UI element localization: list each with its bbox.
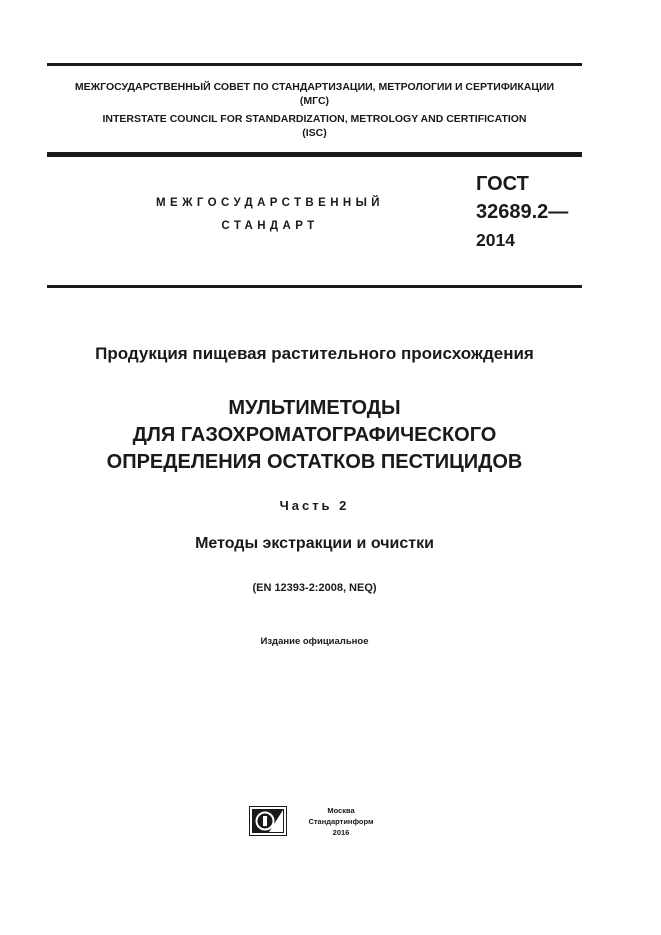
edition-note: Издание официальное — [260, 636, 369, 647]
en-reference: (EN 12393-2:2008, NEQ) — [252, 582, 377, 594]
subtitle: Методы экстракции и очистки — [195, 535, 434, 552]
council-ru-line1: МЕЖГОСУДАРСТВЕННЫЙ СОВЕТ ПО СТАНДАРТИЗАЦИИ, МЕТРОЛОГИИ И СЕРТИФИКАЦИИ — [74, 81, 555, 93]
gost-designation — [476, 170, 568, 254]
part-number: Часть 2 — [279, 498, 350, 513]
gost-year: 2014 — [476, 230, 515, 250]
main-title — [47, 395, 582, 476]
publisher-year: 2016 — [332, 828, 350, 837]
standard-type-line1: МЕЖГОСУДАРСТВЕННЫЙ — [156, 197, 384, 209]
gost-label: ГОСТ — [476, 173, 529, 195]
publisher-city: Москва — [327, 806, 355, 815]
gost-number: 32689.2— — [476, 201, 569, 223]
council-name-ru — [47, 80, 582, 108]
council-ru-abbr: (МГС) — [299, 95, 330, 107]
designation-divider — [47, 285, 582, 288]
publisher-info — [296, 805, 386, 838]
standard-type-line2: СТАНДАРТ — [221, 220, 319, 232]
council-en-abbr: (ISC) — [302, 127, 327, 139]
main-title-line1: МУЛЬТИМЕТОДЫ — [228, 397, 401, 419]
council-en-line1: INTERSTATE COUNCIL FOR STANDARDIZATION, METROLOGY AND CERTIFICATION — [102, 113, 527, 125]
standartinform-logo-icon — [249, 806, 287, 836]
main-title-line3: ОПРЕДЕЛЕНИЯ ОСТАТКОВ ПЕСТИЦИДОВ — [106, 451, 523, 473]
main-title-line2: ДЛЯ ГАЗОХРОМАТОГРАФИЧЕСКОГО — [132, 424, 497, 446]
product-category: Продукция пищевая растительного происхождения — [95, 344, 534, 363]
standard-type — [110, 192, 430, 238]
header-divider — [47, 152, 582, 157]
council-name-en — [47, 112, 582, 140]
top-rule — [47, 63, 582, 66]
publisher-name: Стандартинформ — [308, 817, 374, 826]
